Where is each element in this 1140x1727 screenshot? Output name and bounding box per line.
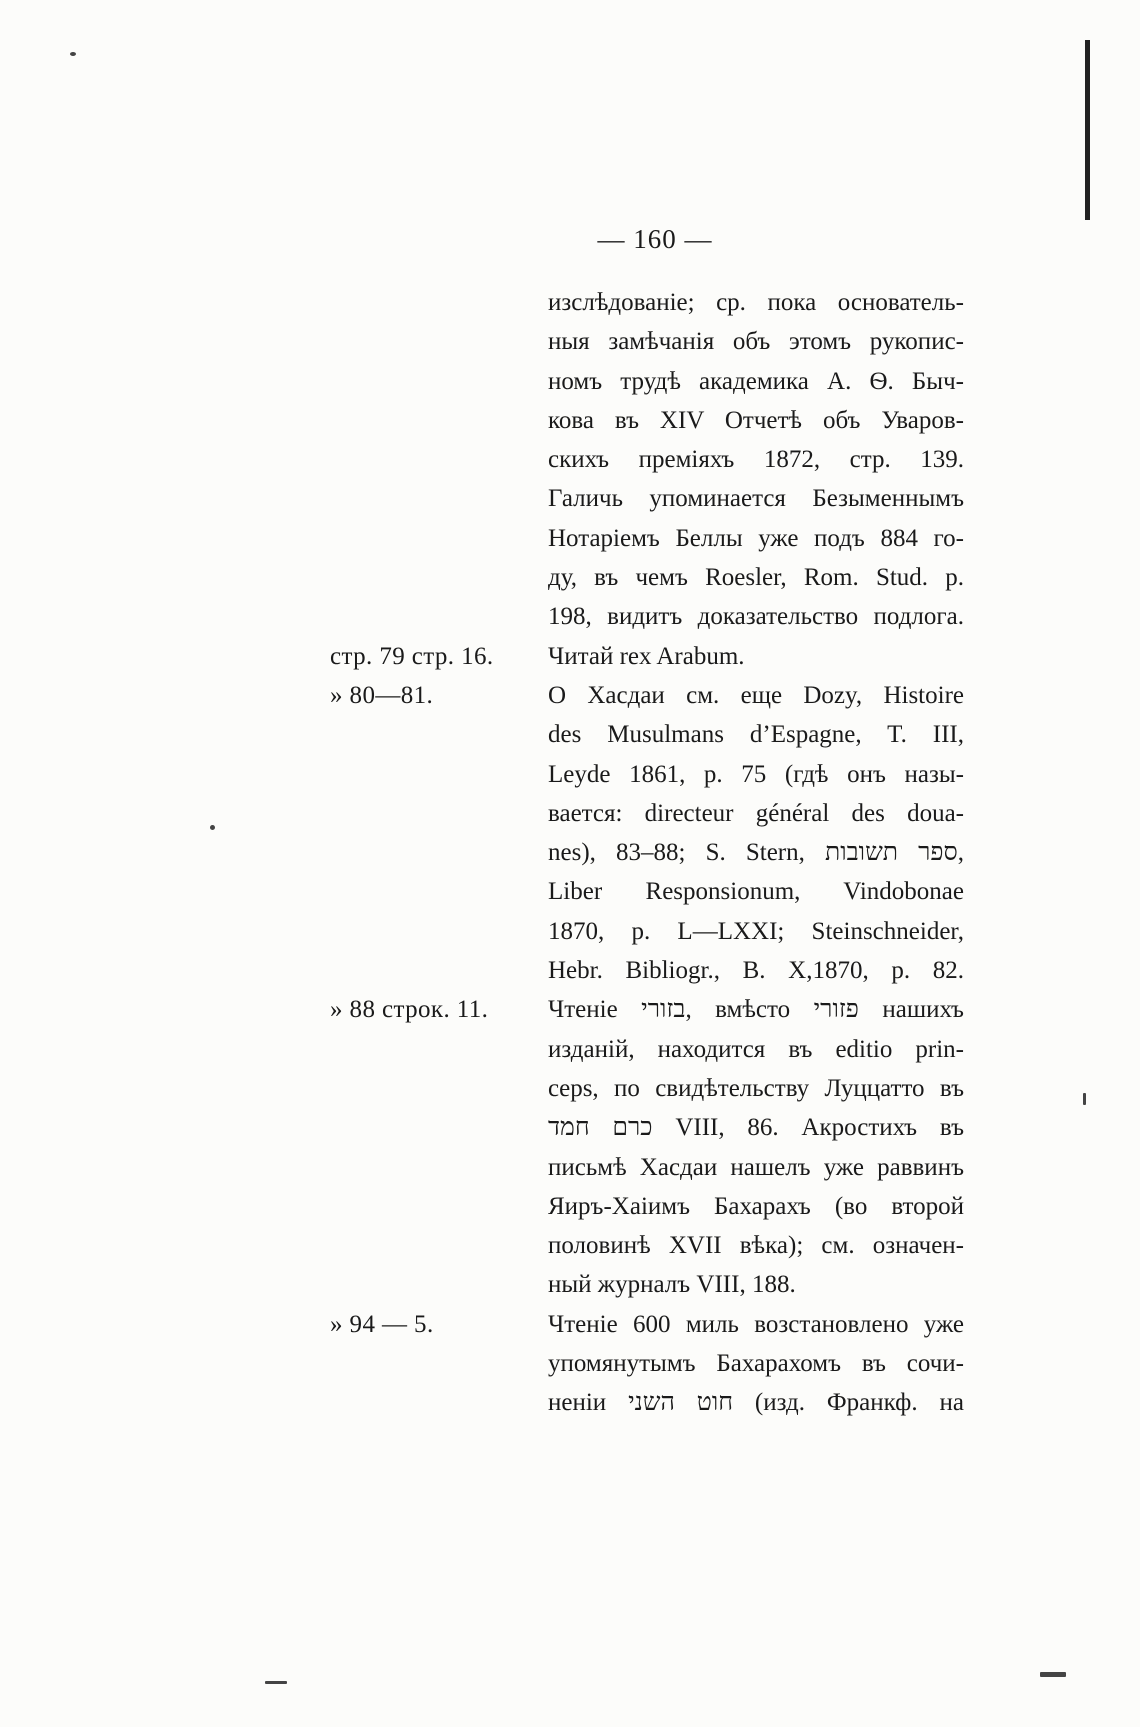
text-line: ду, въ чемъ Roesler, Rom. Stud. p. <box>548 564 964 592</box>
text-line: ныя замѣчанія объ этомъ рукопис- <box>548 328 964 356</box>
text-line: Hebr. Bibliogr., B. X,1870, p. 82. <box>548 957 964 985</box>
text-line: nes), 83–88; S. Stern, ספר תשובות, <box>548 839 964 867</box>
text-line: Галичь упоминается Безыменнымъ <box>548 485 964 513</box>
text-line: письмѣ Хасдаи нашелъ уже раввинъ <box>548 1153 964 1181</box>
scan-speck <box>70 52 76 56</box>
errata-entry <box>330 676 964 990</box>
errata-entry-continuation <box>330 283 964 637</box>
text-line: упомянутымъ Бахарахомъ въ сочи- <box>548 1350 964 1378</box>
text-line: des Musulmans d’Espagne, T. III, <box>548 721 964 749</box>
text-line: כרם חמד VIII, 86. Акростихъ въ <box>548 1114 964 1142</box>
text-line: Чтеніе 600 миль возстановлено уже <box>548 1310 964 1338</box>
entry-reference <box>330 283 548 637</box>
entry-text <box>548 676 964 990</box>
text-line: половинѣ XVII вѣка); см. означен- <box>548 1232 964 1260</box>
errata-list <box>330 283 964 1423</box>
text-line: Читай rex Arabum. <box>548 642 745 670</box>
text-line: ceps, по свидѣтельству Луццатто въ <box>548 1074 964 1102</box>
text-line: изслѣдованіе; ср. пока основатель- <box>548 289 964 316</box>
text-line: ный журналъ VIII, 188. <box>548 1271 796 1299</box>
text-line: 198, видитъ доказательство подлога. <box>548 603 964 631</box>
text-line: вается: directeur général des doua- <box>548 799 964 827</box>
entry-text <box>548 990 964 1304</box>
errata-entry <box>330 1305 964 1423</box>
text-line: изданій, находится въ editio prin- <box>548 1035 964 1063</box>
text-line: 1870, p. L—LXXI; Steinschneider, <box>548 917 964 945</box>
scan-speck <box>1040 1672 1066 1677</box>
entry-text <box>548 283 964 637</box>
text-line: Liber Responsionum, Vindobonae <box>548 878 964 906</box>
scan-speck <box>265 1681 287 1684</box>
entry-reference: » 80—81. <box>330 681 434 709</box>
scan-speck <box>210 825 215 830</box>
text-line: Нотаріемъ Беллы уже подъ 884 го- <box>548 524 964 552</box>
text-line: неніи חוט השני (изд. Франкф. на <box>548 1389 964 1417</box>
text-line: скихъ преміяхъ 1872, стр. 139. <box>548 446 964 474</box>
text-line: Чтеніе בזורי, вмѣсто פזורי нашихъ <box>548 996 964 1024</box>
text-line: О Хасдаи см. еще Dozy, Histoire <box>548 681 964 709</box>
text-line: кова въ XIV Отчетѣ объ Уваров- <box>548 406 964 434</box>
text-line: Leyde 1861, p. 75 (гдѣ онъ назы- <box>548 760 964 788</box>
errata-entry <box>330 990 964 1304</box>
text-line: Яиръ-Хаіимъ Бахарахъ (во второй <box>548 1192 964 1220</box>
entry-text <box>548 637 964 676</box>
errata-entry <box>330 637 964 676</box>
scan-speck <box>1083 1093 1086 1105</box>
entry-reference: » 88 строк. 11. <box>330 996 489 1024</box>
entry-reference: » 94 — 5. <box>330 1310 434 1338</box>
entry-reference: стр. 79 стр. 16. <box>330 642 494 670</box>
text-line: номъ трудѣ академика А. Ѳ. Быч- <box>548 367 964 395</box>
entry-text <box>548 1305 964 1423</box>
scan-edge-mark <box>1085 40 1090 220</box>
page-number: — 160 — <box>597 224 713 254</box>
